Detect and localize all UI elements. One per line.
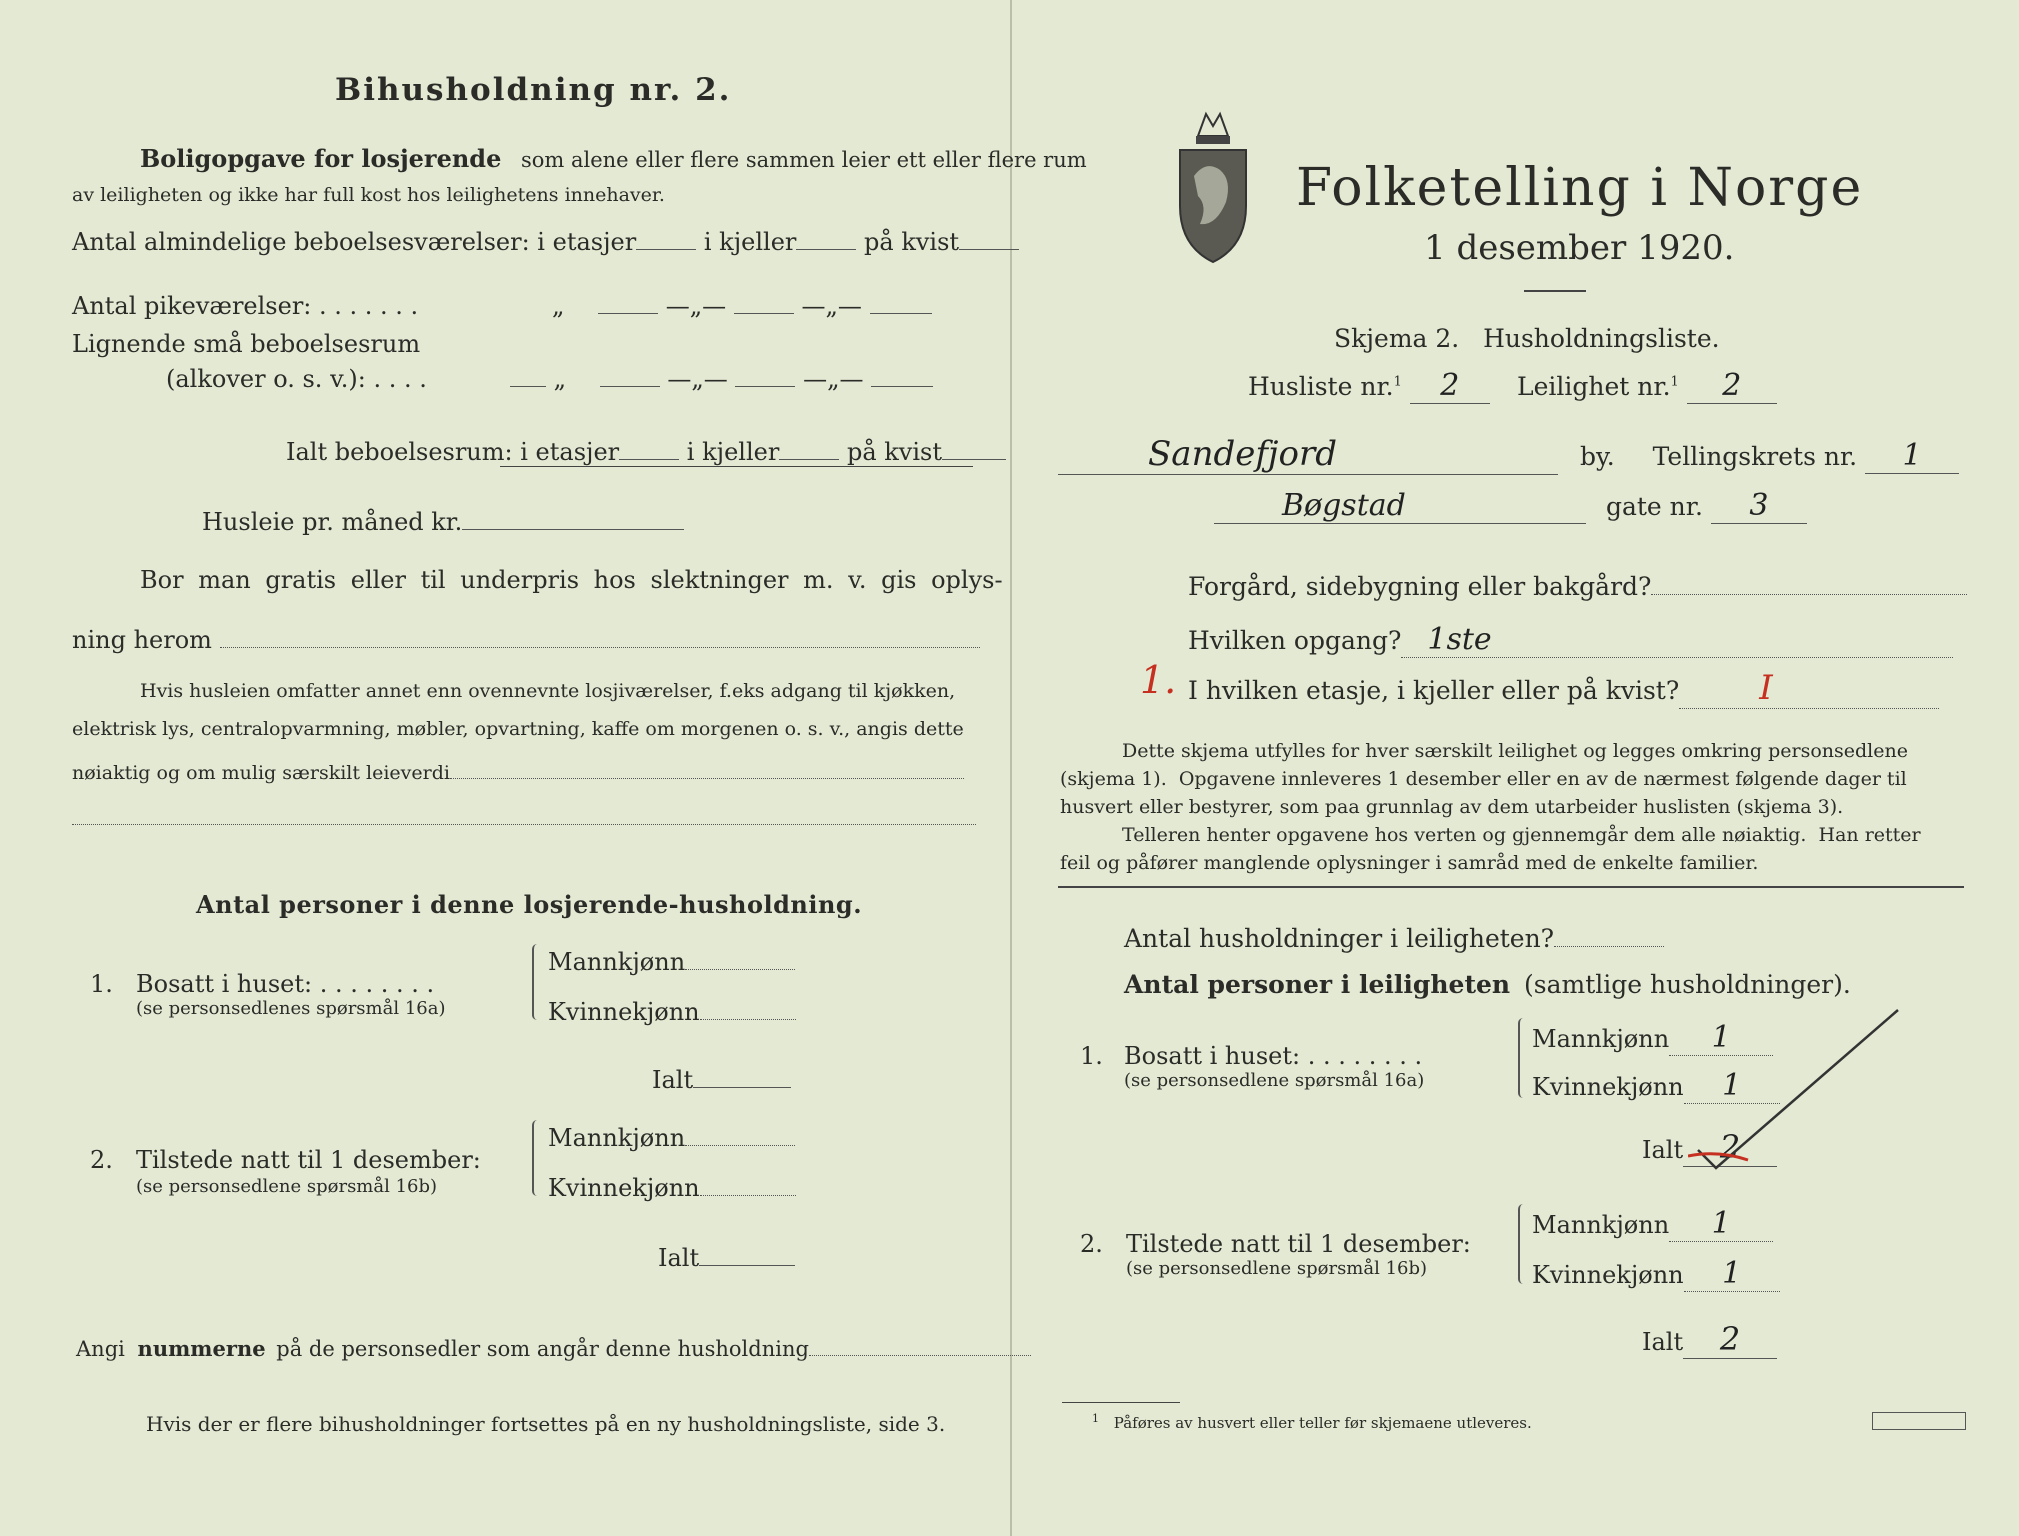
krets-label: Tellingskrets nr. [1652, 442, 1858, 471]
husleie-field[interactable] [462, 529, 684, 530]
intro-line-1 [140, 144, 1087, 173]
rooms-kjeller-label: i kjeller [703, 228, 797, 256]
forgard-field[interactable] [1651, 594, 1967, 595]
right-q2-ialt-row [1642, 1320, 1777, 1359]
left-q2-mann-field[interactable] [685, 1145, 795, 1146]
left-q2-num: 2. [90, 1146, 113, 1174]
husliste-row [1248, 368, 1490, 404]
left-q2-ialt-label: Ialt [658, 1244, 700, 1272]
right-persons-heading [1124, 970, 1851, 999]
rooms-kvist-field[interactable] [959, 249, 1019, 250]
lignende-kjeller-field[interactable] [735, 386, 795, 387]
left-q1-brace [532, 944, 542, 1020]
title-separator [1524, 290, 1586, 292]
rooms-label: Antal almindelige beboelsesværelser: i etasjer [72, 228, 637, 256]
lignende-ditto-2: —„— [667, 365, 728, 393]
angi-rest: på de personsedler som angår denne husholdning [276, 1337, 809, 1361]
schema-line: Skjema 2. Husholdningsliste. [1334, 324, 1720, 353]
right-q2-kvinne-label: Kvinnekjønn [1532, 1261, 1684, 1289]
right-q2-mann-label: Mannkjønn [1532, 1211, 1670, 1239]
check-mark-icon [1688, 1000, 1928, 1170]
lignende-kvist-field[interactable] [871, 386, 933, 387]
etasje-mark: 1. [1140, 658, 1177, 702]
right-q2-kvinne-value[interactable]: 1 [1684, 1256, 1780, 1292]
left-q2-label: Tilstede natt til 1 desember: [136, 1146, 481, 1174]
leilighet-label: Leilighet nr. [1517, 372, 1671, 401]
left-footer: Hvis der er flere bihusholdninger fortsettes på en ny husholdningsliste, side 3. [146, 1412, 946, 1436]
pike-kjeller-field[interactable] [734, 313, 794, 314]
left-q1-mann-row [548, 948, 795, 976]
husliste-label: Husliste nr. [1248, 372, 1394, 401]
left-q1-num: 1. [90, 970, 113, 998]
right-q2-label: Tilstede natt til 1 desember: [1126, 1230, 1471, 1258]
lignende-etasjer-field[interactable] [600, 386, 660, 387]
gratis-field[interactable] [220, 647, 980, 648]
info-separator [1058, 886, 1964, 888]
lignende-line-1: Lignende små beboelsesrum [72, 330, 421, 358]
gratis-line-1: Bor man gratis eller til underpris hos slektninger m. v. gis oplys- [140, 566, 1003, 594]
left-q1-ialt-row [652, 1066, 791, 1094]
ialt-kjeller-label: i kjeller [686, 438, 780, 466]
forgard-label: Forgård, sidebygning eller bakgård? [1188, 572, 1652, 601]
lignende-fields [510, 365, 933, 393]
right-q2-num: 2. [1080, 1230, 1103, 1258]
by-label: by. [1579, 442, 1615, 471]
right-title: Folketelling i Norge [1296, 158, 1864, 218]
ialt-kjeller-field[interactable] [779, 459, 839, 460]
right-q1-label: Bosatt i huset: . . . . . . . . [1124, 1042, 1423, 1070]
ialt-rooms-row [286, 438, 1006, 466]
husholdninger-label: Antal husholdninger i leiligheten? [1124, 924, 1555, 953]
right-q1-mann-label: Mannkjønn [1532, 1025, 1670, 1053]
left-q2-brace [532, 1120, 542, 1196]
intro-rest: som alene eller flere sammen leier ett eller flere rum [520, 148, 1087, 172]
right-q1-kvinne-value[interactable]: 1 [1684, 1068, 1780, 1104]
left-title: Bihusholdning nr. 2. [335, 72, 732, 108]
info-line-1: Dette skjema utfylles for hver særskilt leilighet og legges omkring personsedlene [1122, 740, 1908, 762]
forgard-row [1188, 572, 1967, 601]
hvis-extra-line [72, 824, 976, 825]
left-q1-kvinne-row [548, 998, 796, 1026]
hvis-line-2: elektrisk lys, centralopvarmning, møbler, opvartning, kaffe om morgenen o. s. v., angis dette [72, 718, 964, 740]
right-q1-brace [1518, 1018, 1528, 1098]
lignende-ditto-3: —„— [803, 365, 864, 393]
rooms-row [72, 228, 1019, 256]
left-q1-kvinne-label: Kvinnekjønn [548, 998, 700, 1026]
right-q2-mann-value[interactable]: 1 [1669, 1206, 1773, 1242]
right-q1-sub: (se personsedlene spørsmål 16a) [1124, 1070, 1425, 1091]
opgang-label: Hvilken opgang? [1188, 626, 1402, 655]
right-q1-mann-value[interactable]: 1 [1669, 1020, 1773, 1056]
leilighet-sup: 1 [1670, 374, 1679, 390]
gratis-label: ning herom [72, 626, 212, 654]
right-q1-num: 1. [1080, 1042, 1103, 1070]
pike-label: Antal pikeværelser: . . . . . . . [72, 292, 419, 320]
left-q2-ialt-field[interactable] [699, 1265, 795, 1266]
info-line-4: Telleren henter opgavene hos verten og gjennemgår dem alle nøiaktig. Han retter [1122, 824, 1921, 846]
right-q2-brace [1518, 1204, 1528, 1284]
krets-value[interactable]: 1 [1865, 438, 1959, 474]
husliste-value[interactable]: 2 [1410, 368, 1490, 404]
etasje-value[interactable]: I [1679, 668, 1939, 709]
opgang-value[interactable]: 1ste [1401, 622, 1953, 658]
left-q2-mann-row [548, 1124, 795, 1152]
lignende-pre-field[interactable] [510, 386, 546, 387]
right-q1-kvinne-label: Kvinnekjønn [1532, 1073, 1684, 1101]
footnote-row [1092, 1412, 1532, 1432]
husholdninger-row [1124, 924, 1664, 953]
right-date: 1 desember 1920. [1424, 228, 1735, 268]
right-persons-rest: (samtlige husholdninger). [1524, 970, 1851, 999]
pike-ditto-3: —„— [801, 292, 862, 320]
ialt-etasjer-field[interactable] [619, 459, 679, 460]
footnote-num: 1 [1092, 1412, 1099, 1425]
coat-of-arms-icon [1176, 106, 1250, 264]
right-q1-ialt-label: Ialt [1642, 1136, 1684, 1164]
ialt-rooms-label: Ialt beboelsesrum: i etasjer [286, 438, 620, 466]
rooms-etasjer-field[interactable] [636, 249, 696, 250]
husholdninger-field[interactable] [1554, 946, 1664, 947]
hvis-label: nøiaktig og om mulig særskilt leieverdi [72, 762, 450, 784]
info-line-2: (skjema 1). Opgavene innleveres 1 desember eller en av de nærmest følgende dager til [1060, 768, 1907, 790]
left-q1-kvinne-field[interactable] [700, 1019, 796, 1020]
right-q2-mann-row [1532, 1206, 1773, 1242]
persons-heading: Antal personer i denne losjerende-husholdning. [196, 890, 863, 919]
lignende-ditto: „ [553, 365, 567, 393]
right-q2-ialt-label: Ialt [1642, 1328, 1684, 1356]
leieverdi-field[interactable] [450, 778, 964, 779]
left-q1-sub: (se personsedlenes spørsmål 16a) [136, 998, 446, 1019]
gratis-line-2 [72, 626, 980, 654]
info-line-5: feil og påfører manglende oplysninger i samråd med de enkelte familier. [1060, 852, 1759, 874]
pike-kvist-field[interactable] [870, 313, 932, 314]
right-persons-bold: Antal personer i leiligheten [1124, 970, 1511, 999]
city-value[interactable]: Sandefjord [1058, 434, 1558, 475]
left-q1-mann-field[interactable] [685, 969, 795, 970]
right-page [1012, 0, 2019, 1536]
etasje-row [1188, 668, 1939, 709]
info-line-3: husvert eller bestyrer, som paa grunnlag av dem utarbeider huslisten (skjema 3). [1060, 796, 1844, 818]
right-q1-ialt-value[interactable]: 2 [1683, 1128, 1777, 1167]
hvis-line-1: Hvis husleien omfatter annet enn ovennevnte losjiværelser, f.eks adgang til kjøkken, [140, 680, 956, 702]
left-q2-sub: (se personsedlene spørsmål 16b) [136, 1176, 438, 1197]
ialt-rooms-underline [500, 466, 973, 467]
etasje-label: I hvilken etasje, i kjeller eller på kvist? [1188, 676, 1680, 705]
intro-bold: Boligopgave for losjerende [140, 144, 502, 173]
husleie-label: Husleie pr. måned kr. [202, 508, 463, 536]
leilighet-value[interactable]: 2 [1687, 368, 1777, 404]
footnote-separator [1062, 1402, 1180, 1403]
husliste-sup: 1 [1393, 374, 1402, 390]
city-row [1058, 434, 1959, 475]
left-q1-mann-label: Mannkjønn [548, 948, 686, 976]
angi-bold: nummerne [137, 1336, 266, 1361]
gate-label: gate nr. [1605, 492, 1703, 521]
street-row [1214, 488, 1807, 524]
left-q2-mann-label: Mannkjønn [548, 1124, 686, 1152]
left-q1-label: Bosatt i huset: . . . . . . . . [136, 970, 435, 998]
left-q1-ialt-field[interactable] [693, 1087, 791, 1088]
husleie-row [202, 508, 684, 536]
left-q2-ialt-row [658, 1244, 795, 1272]
ialt-kvist-field[interactable] [942, 459, 1006, 460]
intro-line-2: av leiligheten og ikke har full kost hos leilighetens innehaver. [72, 184, 665, 206]
rooms-kvist-label: på kvist [864, 228, 960, 256]
printer-stamp [1872, 1412, 1966, 1430]
pike-fields [552, 292, 932, 320]
opgang-row [1188, 622, 1953, 658]
ialt-kvist-label: på kvist [846, 438, 942, 466]
pike-row [72, 292, 418, 320]
left-q2-kvinne-field[interactable] [700, 1195, 796, 1196]
angi-field[interactable] [809, 1355, 1031, 1356]
pike-ditto-2: —„— [665, 292, 727, 320]
left-q2-kvinne-label: Kvinnekjønn [548, 1174, 700, 1202]
rooms-kjeller-field[interactable] [796, 249, 856, 250]
angi-pre: Angi [76, 1337, 125, 1361]
leilighet-row [1517, 368, 1777, 404]
right-q2-ialt-value[interactable]: 2 [1683, 1320, 1777, 1359]
pike-etasjer-field[interactable] [598, 313, 658, 314]
right-q2-kvinne-row [1532, 1256, 1780, 1292]
left-q2-kvinne-row [548, 1174, 796, 1202]
hvis-line-3 [72, 762, 964, 784]
pike-ditto: „ [552, 292, 565, 320]
angi-row [76, 1336, 1031, 1361]
left-q1-ialt-label: Ialt [652, 1066, 694, 1094]
lignende-line-2: (alkover o. s. v.): . . . . [166, 365, 427, 393]
street-value[interactable]: Bøgstad [1214, 488, 1586, 524]
gate-value[interactable]: 3 [1711, 488, 1807, 524]
footnote-text: Påføres av husvert eller teller før skjemaene utleveres. [1113, 1414, 1532, 1432]
right-q2-sub: (se personsedlene spørsmål 16b) [1126, 1258, 1428, 1279]
